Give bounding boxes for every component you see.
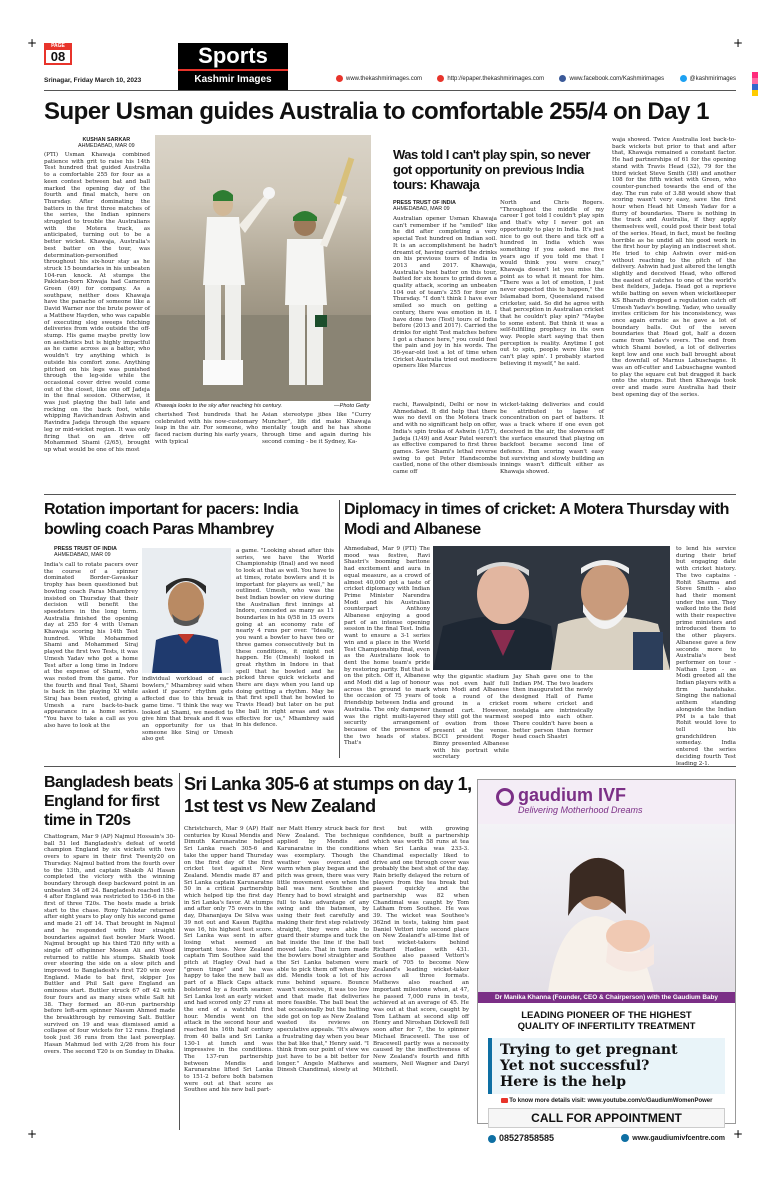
mhambrey-col2: individual workload of each bowlers," Mhambrey said when asked if pacers' rhythm gets affected due to this break in game time. "I think the way we looked at Shami, we needed to give him that break and it was an opportunity for us that someone like Siraj or Umesh also get	[142, 676, 233, 743]
ad-pitch1: Trying to get pregnant	[500, 1042, 678, 1058]
diplomacy-col3: Jay Shah gave one to the Indian PM. The two leaders then inaugurated the newly designed Hall of Fame room where cricket and nostalgia are intrinsically seeped into each other. There couldn't have been a better person than former head coach Shastri	[513, 674, 593, 741]
ad-pitch-box	[488, 1038, 725, 1094]
color-bar	[752, 72, 758, 96]
srilanka-col2: ner Matt Henry struck back for New Zealand. The technique applied by Mendis and Karunaratne in the conditions was exemplary. Though the weather was overcast and warm when play began and the pitch was green, there was very little movement even when the ball was new. Southee and Henry had to bowl straight and full to take advantage of any swing and the batsmen, by using their feet carefully and making their first step relatively straight, they were able to guard their stumps and tuck the bat inside the line if the ball moved late. That in turn made the bowlers bowl straighter and the Sri Lanka batsmen were able to pick them off when they did. Mendis took a lot of his runs behind square. Bounce wasn't excessive, it was too low and that made flat deliveries more feasible. The ball beat the bat occasionally but the batting side got on top as New Zealand wasted its reviews on speculative appeals. "It's always a frustrating day when you bear the bat like that," Henry said. "I think from our point of view we just have to be a bit better for longer." Angelo Mathews and Dinesh Chandimal, slowly at	[277, 826, 369, 1074]
srilanka-headline: Sri Lanka 305-6 at stumps on day 1, 1st test vs New Zealand	[184, 774, 472, 816]
youtube-icon	[501, 1098, 508, 1103]
srilanka-col3: first but with growing confidence, built a partnership which was worth 58 runs at tea when Sri Lanka was 233-3. Chandimal especially liked to drive and one through cover was probably the best shot of the day. Rain briefly delayed the return of players from the tea break but passed quickly and the partnership was 82 when Chandimal was caught by Tom Latham from Southee. He was 39. The wicket was Southee's 362nd in tests, taking him past Daniel Vettori into second place on New Zealand's all-time list of test wicket-takers behind Richard Hadlee with 431. Southee also passed Vettori's mark of 705 to become New Zealand's leading wicket-taker across all three formats. Mathews also reached an important milestone when, at 47, he passed 7,000 runs in tests, achieved at an average of 45. He was out at that score, caught by Tom Latham at second slip off Henry and Niroshan Dickwell fell soon after for 7, the to spinner Michael Bracewell. The use of Bracewell partly was a necessity caused by the ineffectiveness of New Zealand's fourth and fifth seamers, Neil Wagner and Daryl Mitchell.	[373, 826, 469, 1074]
diplomacy-col2: why the gigantic stadium was not even half full when Modi and Albanese took a round of the ground in a cricket themed cart. However, they still got the warmest of ovation from those present at the venue. BCCI president Roger Binny presented Albanese with his portrait while secretary	[433, 674, 509, 761]
lead-caption: Khawaja looks to the sky after reaching his century.	[155, 403, 283, 409]
ad-website[interactable]: www.gaudiumivfcentre.com	[621, 1134, 725, 1142]
sidebar-col3: rachi, Rawalpindi, Delhi or now in Ahmedabad. It did help that there was no devil on the Motera track and with no significant help on offer, India's spin troika of Ashwin (1/57), Jadeja (1/49) and Axar Patel weren't as effective compared to first three games. Save Shami's lethal reverse swing to get Peter Handscombe castled, none of the other dismissals came off	[393, 402, 498, 476]
ad-more-info: To know more details visit: www.youtube.com/c/GaudiumWomenPower	[478, 1098, 735, 1104]
ivf-logo-icon	[496, 788, 514, 806]
social-links	[336, 75, 736, 82]
bangla-headline: Bangladesh beats England for first time in T20s	[44, 774, 173, 829]
photo-credit: —Photo Getty	[334, 403, 370, 409]
mhambrey-byline: PRESS TRUST OF INDIA AHMEDABAD, MAR 09	[54, 546, 117, 559]
ad-lead2: QUALITY OF INFERTILITY TREATMENT	[517, 1021, 696, 1032]
mhambrey-photo	[142, 548, 231, 673]
crop-mark: +	[733, 1127, 744, 1141]
ad-doctor-caption: Dr Manika Khanna (Founder, CEO & Chairperson) with the Gaudium Baby	[478, 992, 735, 1003]
page-number: 08	[46, 50, 70, 63]
diplomacy-headline: Diplomacy in times of cricket: A Motera Thursday with Modi and Albanese	[344, 501, 729, 538]
lead-photo	[155, 135, 371, 401]
divider	[339, 500, 340, 758]
globe-icon	[437, 75, 444, 82]
phone-icon	[488, 1135, 496, 1143]
sidebar-byline: PRESS TRUST OF INDIA AHMEDABAD, MAR 09	[393, 200, 456, 213]
sidebar-col1: Australian opener Usman Khawaja can't remember if he "smiled" like he did after completing a very special Test hundred on Indian soil. It is an accomplishment he hadn't dreamt of, having carried the drinks on his previous tours of India in 2013 and 2017. Khawaja, Australia's best batter on this tour, batted for six hours to grind down a quality attack, scoring an unbeaten 104 out of team's 255 for four on Thursday. "I don't think I have ever smiled so much on getting a century, there was emotion in it. I have done two (Test) tours of India before (2013 and 2017). Carried the drinks for eight Test matches before I got a chance here," you could feel the pain and joy in his words. The 36-year-old lost a lot of time when Cricket Australia tried out mediocre openers like Marcus	[393, 216, 497, 370]
ad-photo	[478, 824, 735, 992]
date-line: Srinagar, Friday March 10, 2023	[44, 77, 142, 84]
mhambrey-col3: a game. "Looking ahead after this series, we have the World Championship (final) and we need to look at that as well. You have to at times, rotate bowlers and it is important for players as well," he outlined. Umesh, who was the best Indian bowler on view during the Australian first innings at Indore, conceded as many as 11 boundaries in his 0/58 in 15 overs going at an economy rate of nearly 4 runs per over. "Ideally, you want a bowler to have two or three games consecutively but in these conditions, it might not happen. He (Umesh) looked in great rhythm in Indore in that spell that he bowled and he picked three quick wickets and there are days when you land up doing getting a rhythm. May be that first spell that he bowled to Travis Head) but later on he put the ball in right areas and was effective for us," Mhambrey said in his defence.	[236, 548, 334, 729]
facebook-icon	[559, 75, 566, 82]
twitter-icon	[680, 75, 687, 82]
lead-headline: Super Usman guides Australia to comfortable 255/4 on Day 1	[44, 98, 709, 125]
divider	[179, 773, 180, 1130]
crop-mark: +	[733, 36, 744, 50]
mhambrey-headline: Rotation important for pacers: India bowling coach Paras Mhambrey	[44, 501, 299, 538]
section-banner	[178, 43, 288, 91]
sidebar-col4: wicket-taking deliveries and could be attributed to lapse of concentration on part of batters. It was a track where if one even got deceived in the air, the slowness off the surface ensured that playing on backfoot became second line of defence. Run scoring wasn't easy but surviving and slowly building an innings wasn't difficult either as Khawaja showed.	[500, 402, 604, 476]
crop-mark: +	[27, 1127, 38, 1141]
globe-icon	[621, 1134, 629, 1142]
ad-brand: gaudium IVF	[518, 785, 626, 805]
sidebar-headline: Was told I can't play spin, so never got opportunity on previous India tours: Khawaja	[393, 147, 590, 192]
section-brand: Kashmir Images	[194, 74, 272, 85]
crop-mark: +	[27, 36, 38, 50]
web-link[interactable]: www.thekashmirimages.com	[336, 75, 422, 82]
page-label: PAGE	[51, 43, 65, 49]
divider	[44, 90, 736, 91]
globe-icon	[336, 75, 343, 82]
bangla-body: Chattogram, Mar 9 (AP) Najmul Hossain's 30-ball 51 led Bangladesh's defeat of world champion England by six wickets with two overs to spare in their first Twenty20 on Thursday. Najmul batted from the fourth over to the 13th, and captain Shakib Al Hasan completed the victory with the winning boundary through deep backward point in an unbeaten 34 off 24. Bangladesh reached 158-4 after England was restricted to 156-6 in the first of three T20s. The hosts made a brisk start to the chase. Rony Talukdar returned after eight years to play only his second game and made 21 off 14. That brought in Najmul and he responded with four straight boundaries against fast bowler Mark Wood. Najmul brought up his third T20 fifty with a single off offspinner Moeen Ali and Wood returned to rattle his stumps. Shakib took over steering the side on a slow pitch and improved to Bangladesh's first T20 win over England. Made to bat first, skipper Jos Buttler and Phil Salt gave England an ominous start. Buttler struck 67 off 42 with four fours and as many sixes while Salt hit 38. They formed an 80-run partnership before left-arm spinner Nasum Ahmed made the breakthrough by removing Salt. Buttler survived on 19 and was dismissed amid a collapse of four wickets for 12 runs. England took just 36 runs from the last powerplay. Hasan Mahmud led with 2/26 from his four overs. The second T20 is on Sunday in Dhaka.	[44, 834, 175, 1055]
diplomacy-col4: to lend his service during their brief but engaging date with cricket history. The two captains - Rohit Sharma and Steve Smith - also had their moment under the sun. They walked into the field with their respective prime ministers and introduced them to the other players. Albanese gave a few seconds more to Australia's best performer on tour - Nathan Lyon - as Modi greeted all the Indian players with a firm handshake. Singing the national anthem standing alongside the Indian PM is a tale that Rohit would love to tell his grandchildren someday. India entered the series deciding fourth Test leading 2-1.	[676, 546, 736, 767]
ad-header	[478, 780, 735, 824]
ad-lead1: LEADING PIONEER OF THE HIGHEST	[521, 1010, 692, 1021]
epaper-link[interactable]: http://epaper.thekashmirimages.com	[437, 75, 544, 82]
sidebar-col2: North and Chris Rogers. "Throughout the middle of my career I got told I couldn't play spin and that's why I never got an opportunity to play in India. It's just nice to go out there and tick off a hundred in India which was something if you asked me five years ago if you told me that I would think you were crazy," Khawaja doesn't let you miss the point as to what it meant for him. "There was a lot of emotion, I just never expected this to happen," the Islamabad born, Queensland raised cricketer, said. So did he agree with that perception in Australian cricket that he couldn't play spin? "Maybe to some extent. But think it was a self-fulfilling prophecy in its own way. People start saying that then perception is reality. Anytime I got out to spin, people were like you can't play spin'. I probably started believing it myself," he said.	[500, 200, 604, 367]
ad-pitch2: Yet not successful?	[500, 1058, 650, 1074]
divider	[44, 494, 736, 495]
lead-byline: KUSHAN SARKAR AHMEDABAD, MAR 09	[78, 137, 135, 150]
call-for-appointment-button[interactable]: CALL FOR APPOINTMENT	[488, 1108, 725, 1128]
ad-phone[interactable]: 08527858585	[488, 1133, 554, 1143]
section-title: Sports	[178, 43, 288, 71]
srilanka-col1: Christchurch, Mar 9 (AP) Half centuries by Kusal Mendis and Dimuth Karunaratne helped Sri Lanka reach 305-6 and take the upper hand Thursday on the first day of the first cricket test against New Zealand. Mendis made 87 and Sri Lanka captain Karunaratne 50 in a critical partnership which helped tip the first day in Sri Lanka's favor. At stumps and after only 75 overs in the day, Dhananjaya De Silva was 39 not out and Kasun Rajitha was 16, his highest test score. Sri Lanka was sent in after losing what seemed an important toss. New Zealand captain Tim Southee said the pitch at Hagley Oval had a "green tinge" and he was happy to take the new ball as part of a Black Caps attack bolstered by a fourth seamer. Sri Lanka lost an early wicket and had scored only 27 runs at the end of a watchful first hour. Mendis went on the attack in the second hour and reached his 16th half century from 40 balls and Sri Lanka 130-1 at lunch and was impressive in the conditions. The 137-run partnership between Mendis and Karunaratne lifted Sri Lanka to 151-2 before both batsmen were out at that score as Southee and his new ball part-	[184, 826, 273, 1094]
sidebar-col5: waja showed. Twice Australia lost back-to-back wickets but prior to that and after that, Khawaja remained a constant factor. He had partnerships of 61 for the opening stand with Travis Head (32), 79 for the third wicket Steve Smith (38) and another 108 for the fifth wicket with Green, who counter-punched towards the end of the day. The run rate of 3.88 would show that scoring wasn't very easy, save the first hour when Head hit Umesh Yadav for a flurry of boundaries. There is nothing in the track and Australia, if they apply themselves well, could post their best total of the series. Head, in fact, must be feeling horrible as he undid all his good work in the first hour by playing an indiscreet shot. He tried to chip Ashwin over mid-on without reaching to the pitch of the delivery. Ashwin had just altered the length slightly and deceived Head, who offered the easiest of catches to one of the world's best fielders, Jadeja. Head got a reprieve while batting on seven when wicketkeeper KS Bharath dropped a regulation catch off Umesh Yadav's bowling. Yadav, who usually invites criticism for his inconsistency, was once again erratic as he gave a lot of boundary balls. Out of the seven boundaries that Head got, half a dozen came from Yadav's overs. The end from which Shami bowled, a lot of deliveries kept low and one such ball brought about the downfall of Marnus Labuschagne. It was an off-cutter and Labuschagne wanted to play the square cut but dragged it back onto the stumps. But then Khawaja took over and made sure Australia had their best opening day of the series.	[612, 137, 736, 398]
ad-tagline: Delivering Motherhood Dreams	[518, 805, 643, 815]
ad-pitch3: Here is the help	[500, 1074, 626, 1090]
twitter-link[interactable]: @kashmirimages	[680, 75, 736, 82]
diplomacy-photo	[433, 546, 670, 670]
diplomacy-col1: Ahmedabad, Mar 9 (PTI) The mood was festive, Ravi Shastri's booming baritone had excitement and aura in equal measure, as a crowd of almost 40,000 got a taste of cricket diplomacy with Indian Prime Minister Narendra Modi and his Australian counterpart Anthony Albanese enjoying a good part of an intense opening session in the final Test. India want to ensure a 3-1 series win and a place in the World Test Championship final, even as the Australians look to dent the home team's pride by restoring parity. But that is on the pitch. Off it, Albanese and Modi did a lap of honour across the ground to mark the occasion of 75 years of friendship between India and Australia. The only dampener was the right multi-layered security arrangement because of the presence of the two heads of states. That's	[344, 546, 430, 747]
mhambrey-col1: India's call to rotate pacers over the course of a spinner dominated Border-Gavaskar trophy has been questioned but bowling coach Paras Mhambrey insisted on Thursday that their decision will benefit the speedsters in the long term. Australia finished the opening day at 255 for 4 with Usman Khawaja scoring his 14th Test hundred. While Mohammed Shami and Mohammed Siraj played the first two Tests, it was Umesh Yadav who got a home Test after a long time in Indore at the expense of Shami, who was rested from the game. For the fourth and final Test, Shami is back in the playing XI while Siraj has been rested, giving a Umesh a rare back-to-back appearance in a home series. "You have to take a call as you also have to look at the	[44, 562, 138, 729]
lead-body-cont2: Asian stereotype jibes like "Curry Muncher", life did make Khawaja mentally tough and he has shone through time and again during his second coming - be it Sydney, Ka-	[262, 412, 371, 445]
ad-contact-row	[488, 1133, 725, 1143]
divider	[44, 766, 736, 767]
ivf-advertisement[interactable]	[477, 779, 736, 1144]
lead-body: (PTI) Usman Khawaja combined patience with grit to raise his 14th Test hundred that guided Australia to a comfortable 255 for four as a keen contest between bat and ball marked the opening day of the fourth and final match, here on Thursday. After dominating the batters in the first three matches of the series, the Indian spinners struggled to trouble the Australians with the Motera track, as anticipated, turning out to be a better wicket. Khawaja, Australia's best batter on the tour, was determination-personified throughout his six-hour stay as he struck 15 boundaries in his unbeaten 104-run knock. At stumps the Pakistan-born Khwaja had Cameron Green (49) for company. As a southpaw, neither does Khawaja have the panache of someone like a David Warner nor the brute power of a Matthew Hayden, who was capable of executing slog sweeps fetching deliveries from wide outside the off-stump. His game maybe pretty low on aesthetics but is highly impactful as he came across as a batter, who wouldn't try anything which is outside his comfort zone. Anything pitched on his legs was punished through the leg-side while the occasional cover drive would come out of the closet, like one off Jadeja in the final session. Otherwise, it was just playing the ball late and rocking on the back foot, while whipping Ravichandran Ashwin and Ravindra Jadeja through the square leg or mid-wicket region. It was only firing that on an drive off Mohammed Shami (2/65), brought up what would be one of his most	[44, 152, 150, 453]
facebook-link[interactable]: www.facebook.com/Kashmirimages	[559, 75, 664, 82]
lead-body-cont: cherished Test hundreds that he celebrated with his now-customary leap in the air. For someone, who faced racism during his early years, with typical	[155, 412, 258, 445]
page-badge	[44, 43, 72, 65]
